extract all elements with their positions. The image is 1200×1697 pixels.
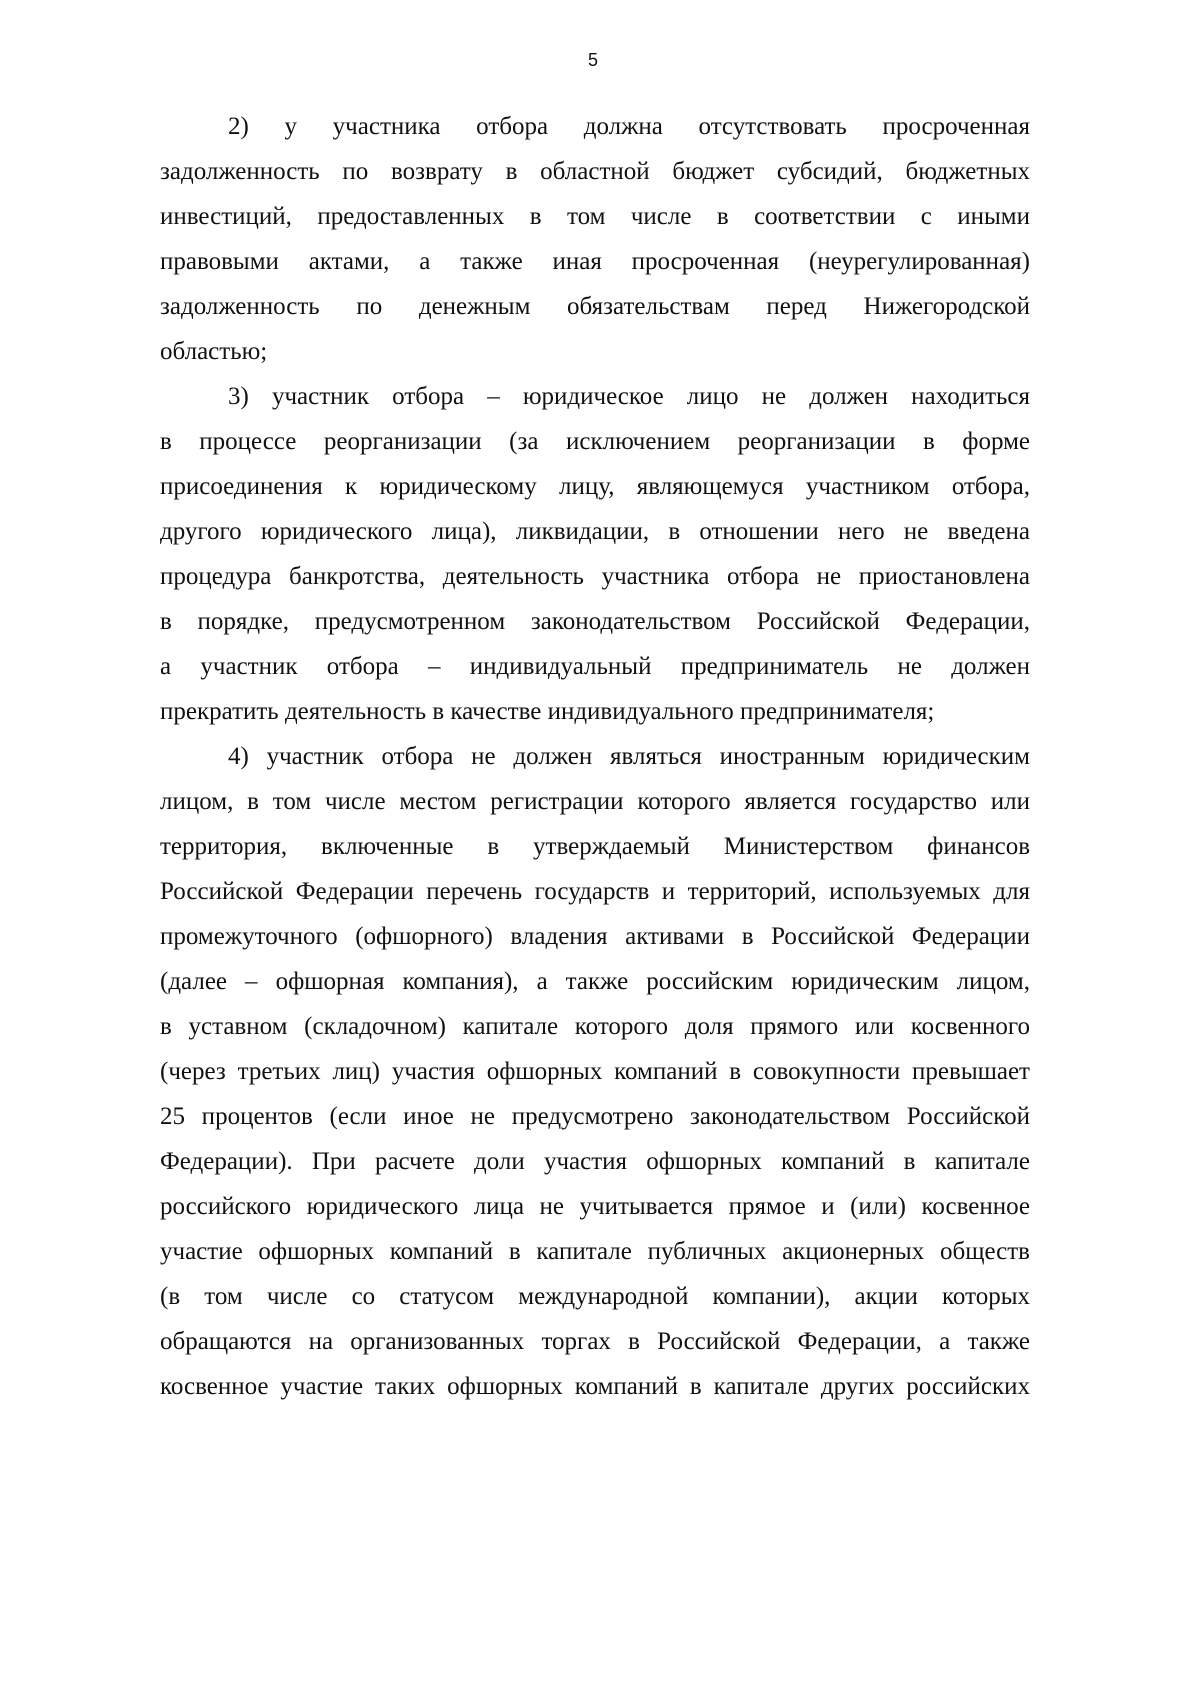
- paragraph: [160, 374, 1030, 734]
- text-line: обращаются на организованных торгах в Российской Федерации, а также: [160, 1328, 1030, 1355]
- text-line: а участник отбора – индивидуальный предприниматель не должен: [160, 653, 1030, 680]
- text-line: правовыми актами, а также иная просроченная (неурегулированная): [160, 248, 1030, 275]
- text-line: другого юридического лица), ликвидации, в отношении него не введена: [160, 518, 1030, 545]
- page-number: 5: [587, 50, 598, 70]
- text-line: косвенное участие таких офшорных компаний в капитале других российских: [160, 1373, 1030, 1400]
- text-line: (далее – офшорная компания), а также российским юридическим лицом,: [160, 968, 1030, 995]
- text-line: в процессе реорганизации (за исключением реорганизации в форме: [160, 428, 1030, 455]
- text-line: (в том числе со статусом международной компании), акции которых: [160, 1283, 1030, 1310]
- text-line: 3) участник отбора – юридическое лицо не должен находиться: [228, 383, 1030, 410]
- text-line: задолженность по возврату в областной бюджет субсидий, бюджетных: [160, 158, 1030, 185]
- paragraph: [160, 104, 1030, 374]
- text-line: 4) участник отбора не должен являться иностранным юридическим: [228, 743, 1030, 770]
- document-body: [160, 104, 1030, 1409]
- text-line: присоединения к юридическому лицу, являющемуся участником отбора,: [160, 473, 1030, 500]
- text-line: Российской Федерации перечень государств и территорий, используемых для: [160, 878, 1030, 905]
- text-line: 2) у участника отбора должна отсутствовать просроченная: [228, 113, 1030, 140]
- text-line: российского юридического лица не учитывается прямое и (или) косвенное: [160, 1193, 1030, 1220]
- text-line: прекратить деятельность в качестве индивидуального предпринимателя;: [160, 698, 935, 725]
- text-line: областью;: [160, 338, 268, 365]
- text-line: в порядке, предусмотренном законодательством Российской Федерации,: [160, 608, 1030, 635]
- text-line: процедура банкротства, деятельность участника отбора не приостановлена: [160, 563, 1030, 590]
- text-line: задолженность по денежным обязательствам перед Нижегородской: [160, 293, 1030, 320]
- text-line: Федерации). При расчете доли участия офшорных компаний в капитале: [160, 1148, 1030, 1175]
- text-line: промежуточного (офшорного) владения активами в Российской Федерации: [160, 923, 1030, 950]
- paragraph: [160, 734, 1030, 1409]
- text-line: участие офшорных компаний в капитале публичных акционерных обществ: [160, 1238, 1030, 1265]
- text-line: лицом, в том числе местом регистрации которого является государство или: [160, 788, 1030, 815]
- text-line: территория, включенные в утверждаемый Министерством финансов: [160, 833, 1030, 860]
- text-line: 25 процентов (если иное не предусмотрено законодательством Российской: [160, 1103, 1030, 1130]
- text-line: в уставном (складочном) капитале которого доля прямого или косвенного: [160, 1013, 1030, 1040]
- text-line: (через третьих лиц) участия офшорных компаний в совокупности превышает: [160, 1058, 1030, 1085]
- text-line: инвестиций, предоставленных в том числе в соответствии с иными: [160, 203, 1030, 230]
